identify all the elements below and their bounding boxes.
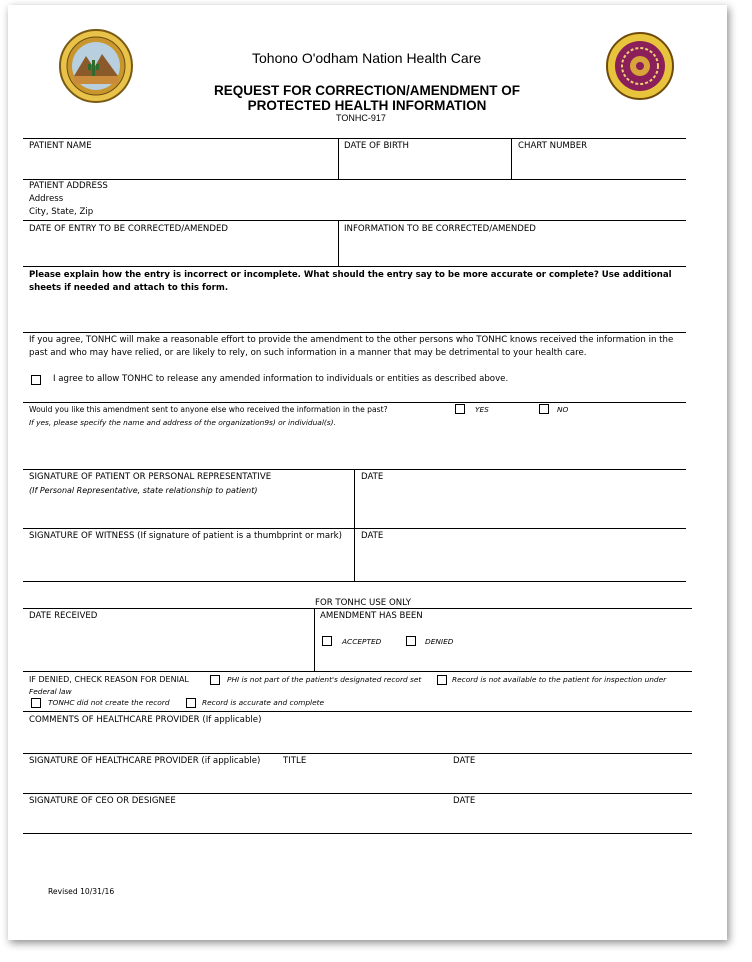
denial-reason1-label: PHI is not part of the patient's designated record set bbox=[227, 675, 422, 684]
patient-address-label: PATIENT ADDRESS bbox=[29, 181, 108, 191]
denial-reason4-label: Record is accurate and complete bbox=[202, 698, 325, 707]
provider-signature-field[interactable] bbox=[29, 769, 681, 791]
office-use-heading: FOR TONHC USE ONLY bbox=[315, 598, 412, 608]
send-yes-checkbox[interactable] bbox=[455, 404, 465, 414]
explanation-field[interactable] bbox=[29, 296, 681, 330]
patient-signature-date-label: DATE bbox=[361, 472, 384, 482]
revised-date: Revised 10/31/16 bbox=[48, 887, 115, 896]
provider-comments-label: COMMENTS OF HEALTHCARE PROVIDER (If applicable) bbox=[29, 715, 262, 725]
patient-signature-field[interactable] bbox=[29, 498, 349, 526]
agree-statement: If you agree, TONHC will make a reasonable effort to provide the amendment to the other persons who TONHC knows received the information in the past and who may have relied, or are likely to rely, on such information in a manner that may be detrimental to your health care. bbox=[29, 335, 674, 358]
denial-reason2-checkbox[interactable] bbox=[437, 675, 447, 685]
tonhc-seal-left-logo bbox=[58, 28, 134, 104]
witness-date-label: DATE bbox=[361, 531, 384, 541]
witness-signature-label: SIGNATURE OF WITNESS (If signature of patient is a thumbprint or mark) bbox=[29, 531, 342, 541]
patient-signature-note: (If Personal Representative, state relationship to patient) bbox=[29, 486, 258, 495]
chart-number-label: CHART NUMBER bbox=[518, 141, 588, 151]
accepted-checkbox[interactable] bbox=[322, 636, 332, 646]
ceo-signature-field[interactable] bbox=[29, 809, 681, 831]
information-to-correct-field[interactable] bbox=[344, 236, 682, 264]
address-line1-field[interactable]: Address bbox=[29, 194, 64, 204]
date-received-field[interactable] bbox=[29, 624, 309, 668]
send-note: If yes, please specify the name and address of the organization9s) or individual(s). bbox=[29, 418, 336, 427]
patient-name-label: PATIENT NAME bbox=[29, 141, 92, 151]
witness-date-field[interactable] bbox=[361, 544, 681, 578]
tonhc-seal-right-logo bbox=[605, 31, 675, 101]
organization-name: Tohono O'odham Nation Health Care bbox=[252, 50, 482, 66]
denial-reason3-checkbox[interactable] bbox=[31, 698, 41, 708]
denial-reason-label: IF DENIED, CHECK REASON FOR DENIAL bbox=[29, 675, 189, 684]
date-of-entry-field[interactable] bbox=[29, 236, 334, 264]
denial-reason2-continued: Federal law bbox=[29, 687, 72, 696]
date-of-entry-label: DATE OF ENTRY TO BE CORRECTED/AMENDED bbox=[29, 224, 228, 234]
send-no-checkbox[interactable] bbox=[539, 404, 549, 414]
denial-reason1-checkbox[interactable] bbox=[210, 675, 220, 685]
agree-release-label: I agree to allow TONHC to release any amended information to individuals or entities as described above. bbox=[53, 374, 509, 384]
send-no-label: NO bbox=[557, 405, 569, 414]
send-recipients-field[interactable] bbox=[29, 430, 681, 466]
patient-name-field[interactable] bbox=[29, 153, 334, 177]
address-line2-field[interactable]: City, State, Zip bbox=[29, 207, 94, 217]
date-of-birth-field[interactable] bbox=[344, 153, 506, 177]
denial-reason4-checkbox[interactable] bbox=[186, 698, 196, 708]
information-to-correct-label: INFORMATION TO BE CORRECTED/AMENDED bbox=[344, 224, 536, 234]
denied-checkbox[interactable] bbox=[406, 636, 416, 646]
send-question: Would you like this amendment sent to anyone else who received the information in the past? bbox=[29, 405, 388, 414]
denial-reason3-label: TONHC did not create the record bbox=[48, 698, 170, 707]
witness-signature-field[interactable] bbox=[29, 544, 349, 578]
denied-label: DENIED bbox=[425, 637, 454, 646]
date-of-birth-label: DATE OF BIRTH bbox=[344, 141, 410, 151]
patient-signature-label: SIGNATURE OF PATIENT OR PERSONAL REPRESENTATIVE bbox=[29, 472, 272, 482]
denial-reason2-label: Record is not available to the patient for inspection under bbox=[452, 675, 667, 684]
ceo-date-label: DATE bbox=[453, 796, 476, 806]
provider-comments-field[interactable] bbox=[29, 728, 681, 752]
provider-date-label: DATE bbox=[453, 756, 476, 766]
agree-release-checkbox[interactable] bbox=[31, 375, 41, 385]
ceo-signature-label: SIGNATURE OF CEO OR DESIGNEE bbox=[29, 796, 176, 806]
provider-signature-label: SIGNATURE OF HEALTHCARE PROVIDER (if applicable) bbox=[29, 756, 261, 766]
accepted-label: ACCEPTED bbox=[342, 637, 382, 646]
provider-title-label: TITLE bbox=[283, 756, 307, 766]
explain-instructions: Please explain how the entry is incorrect or incomplete. What should the entry say to be more accurate or complete? Use additional sheets if needed and attach to this form. bbox=[29, 270, 672, 293]
chart-number-field[interactable] bbox=[518, 153, 682, 177]
patient-signature-date-field[interactable] bbox=[361, 485, 681, 525]
form-title-line1: REQUEST FOR CORRECTION/AMENDMENT OF bbox=[214, 83, 520, 98]
send-yes-label: YES bbox=[475, 405, 489, 414]
form-title-line2: PROTECTED HEALTH INFORMATION bbox=[247, 98, 487, 113]
form-number: TONHC-917 bbox=[336, 113, 386, 123]
amendment-status-label: AMENDMENT HAS BEEN bbox=[320, 611, 423, 621]
date-received-label: DATE RECEIVED bbox=[29, 611, 98, 621]
